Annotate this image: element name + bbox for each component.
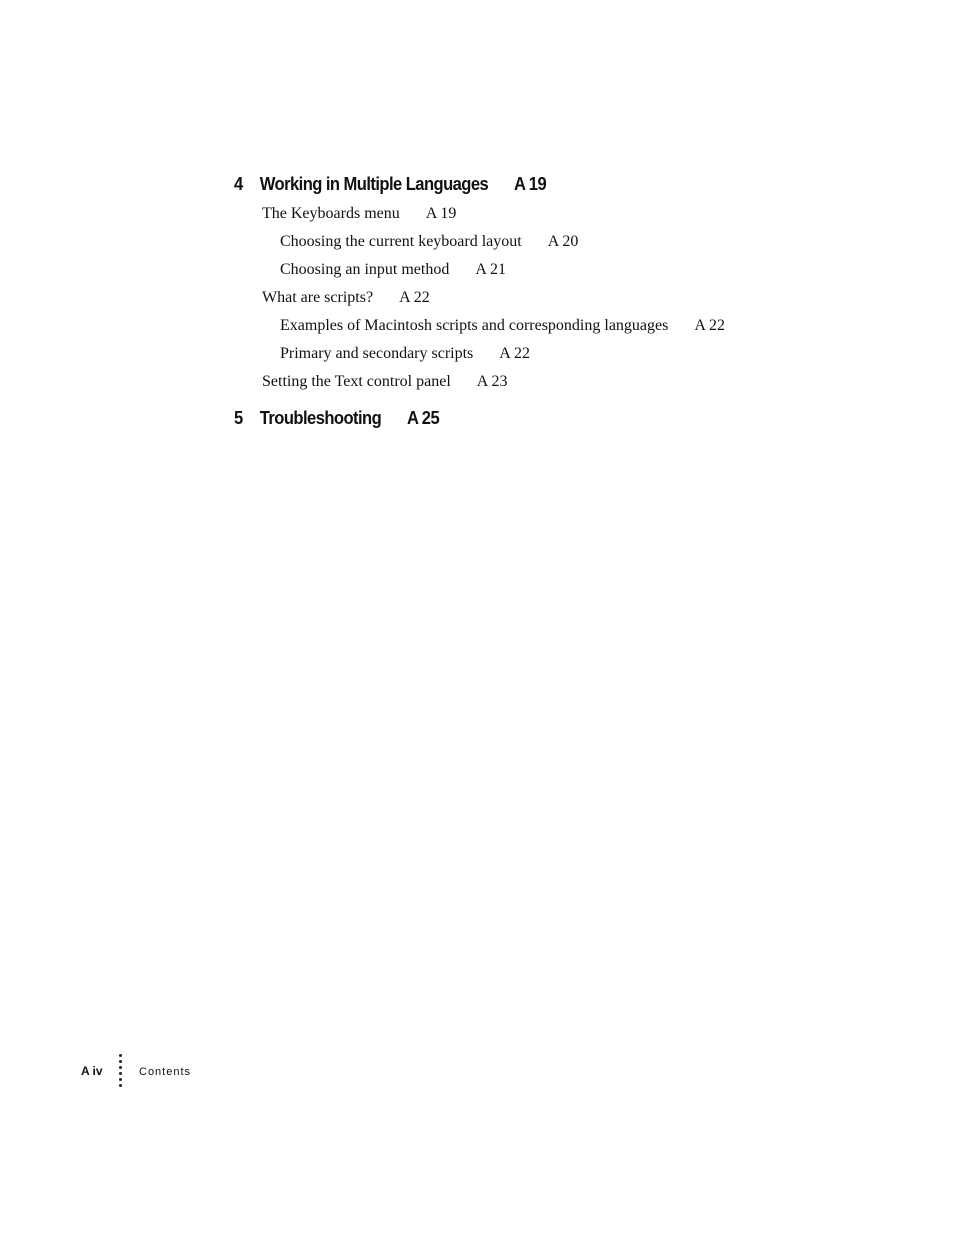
toc-entry-keyboards-menu[interactable] [262,205,456,223]
toc-entry-what-are-scripts[interactable] [262,289,430,307]
entry-title: Choosing an input method [280,261,450,278]
chapter-number: 5 [234,408,243,428]
toc-entry-script-examples[interactable] [280,317,725,335]
entry-title: What are scripts? [262,289,374,306]
entry-page: A 21 [475,261,506,278]
chapter-number: 4 [234,174,243,194]
entry-title: Primary and secondary scripts [280,345,474,362]
entry-title: Choosing the current keyboard layout [280,233,522,250]
entry-page: A 20 [547,233,579,250]
chapter-5-heading[interactable] [234,408,439,429]
toc-entry-input-method[interactable] [280,261,506,279]
chapter-page: A 19 [513,174,547,194]
chapter-page: A 25 [406,408,440,428]
dotted-divider [119,1054,123,1094]
entry-page: A 22 [499,345,530,362]
entry-page: A 19 [425,205,457,222]
entry-page: A 22 [399,289,430,306]
entry-title: Setting the Text control panel [262,373,451,390]
chapter-title: Working in Multiple Languages [259,174,489,194]
entry-page: A 22 [694,317,726,334]
toc-entry-primary-secondary[interactable] [280,345,530,363]
page-footer [0,1052,954,1096]
page-number: A iv [81,1064,103,1078]
section-name: Contents [139,1066,192,1078]
chapter-4-heading[interactable] [234,174,546,195]
entry-title: Examples of Macintosh scripts and corresponding languages [280,317,669,334]
toc-entry-keyboard-layout[interactable] [280,233,578,251]
entry-title: The Keyboards menu [262,205,400,222]
chapter-title: Troubleshooting [259,408,382,428]
toc-entry-text-control-panel[interactable] [262,373,507,391]
entry-page: A 23 [476,373,508,390]
